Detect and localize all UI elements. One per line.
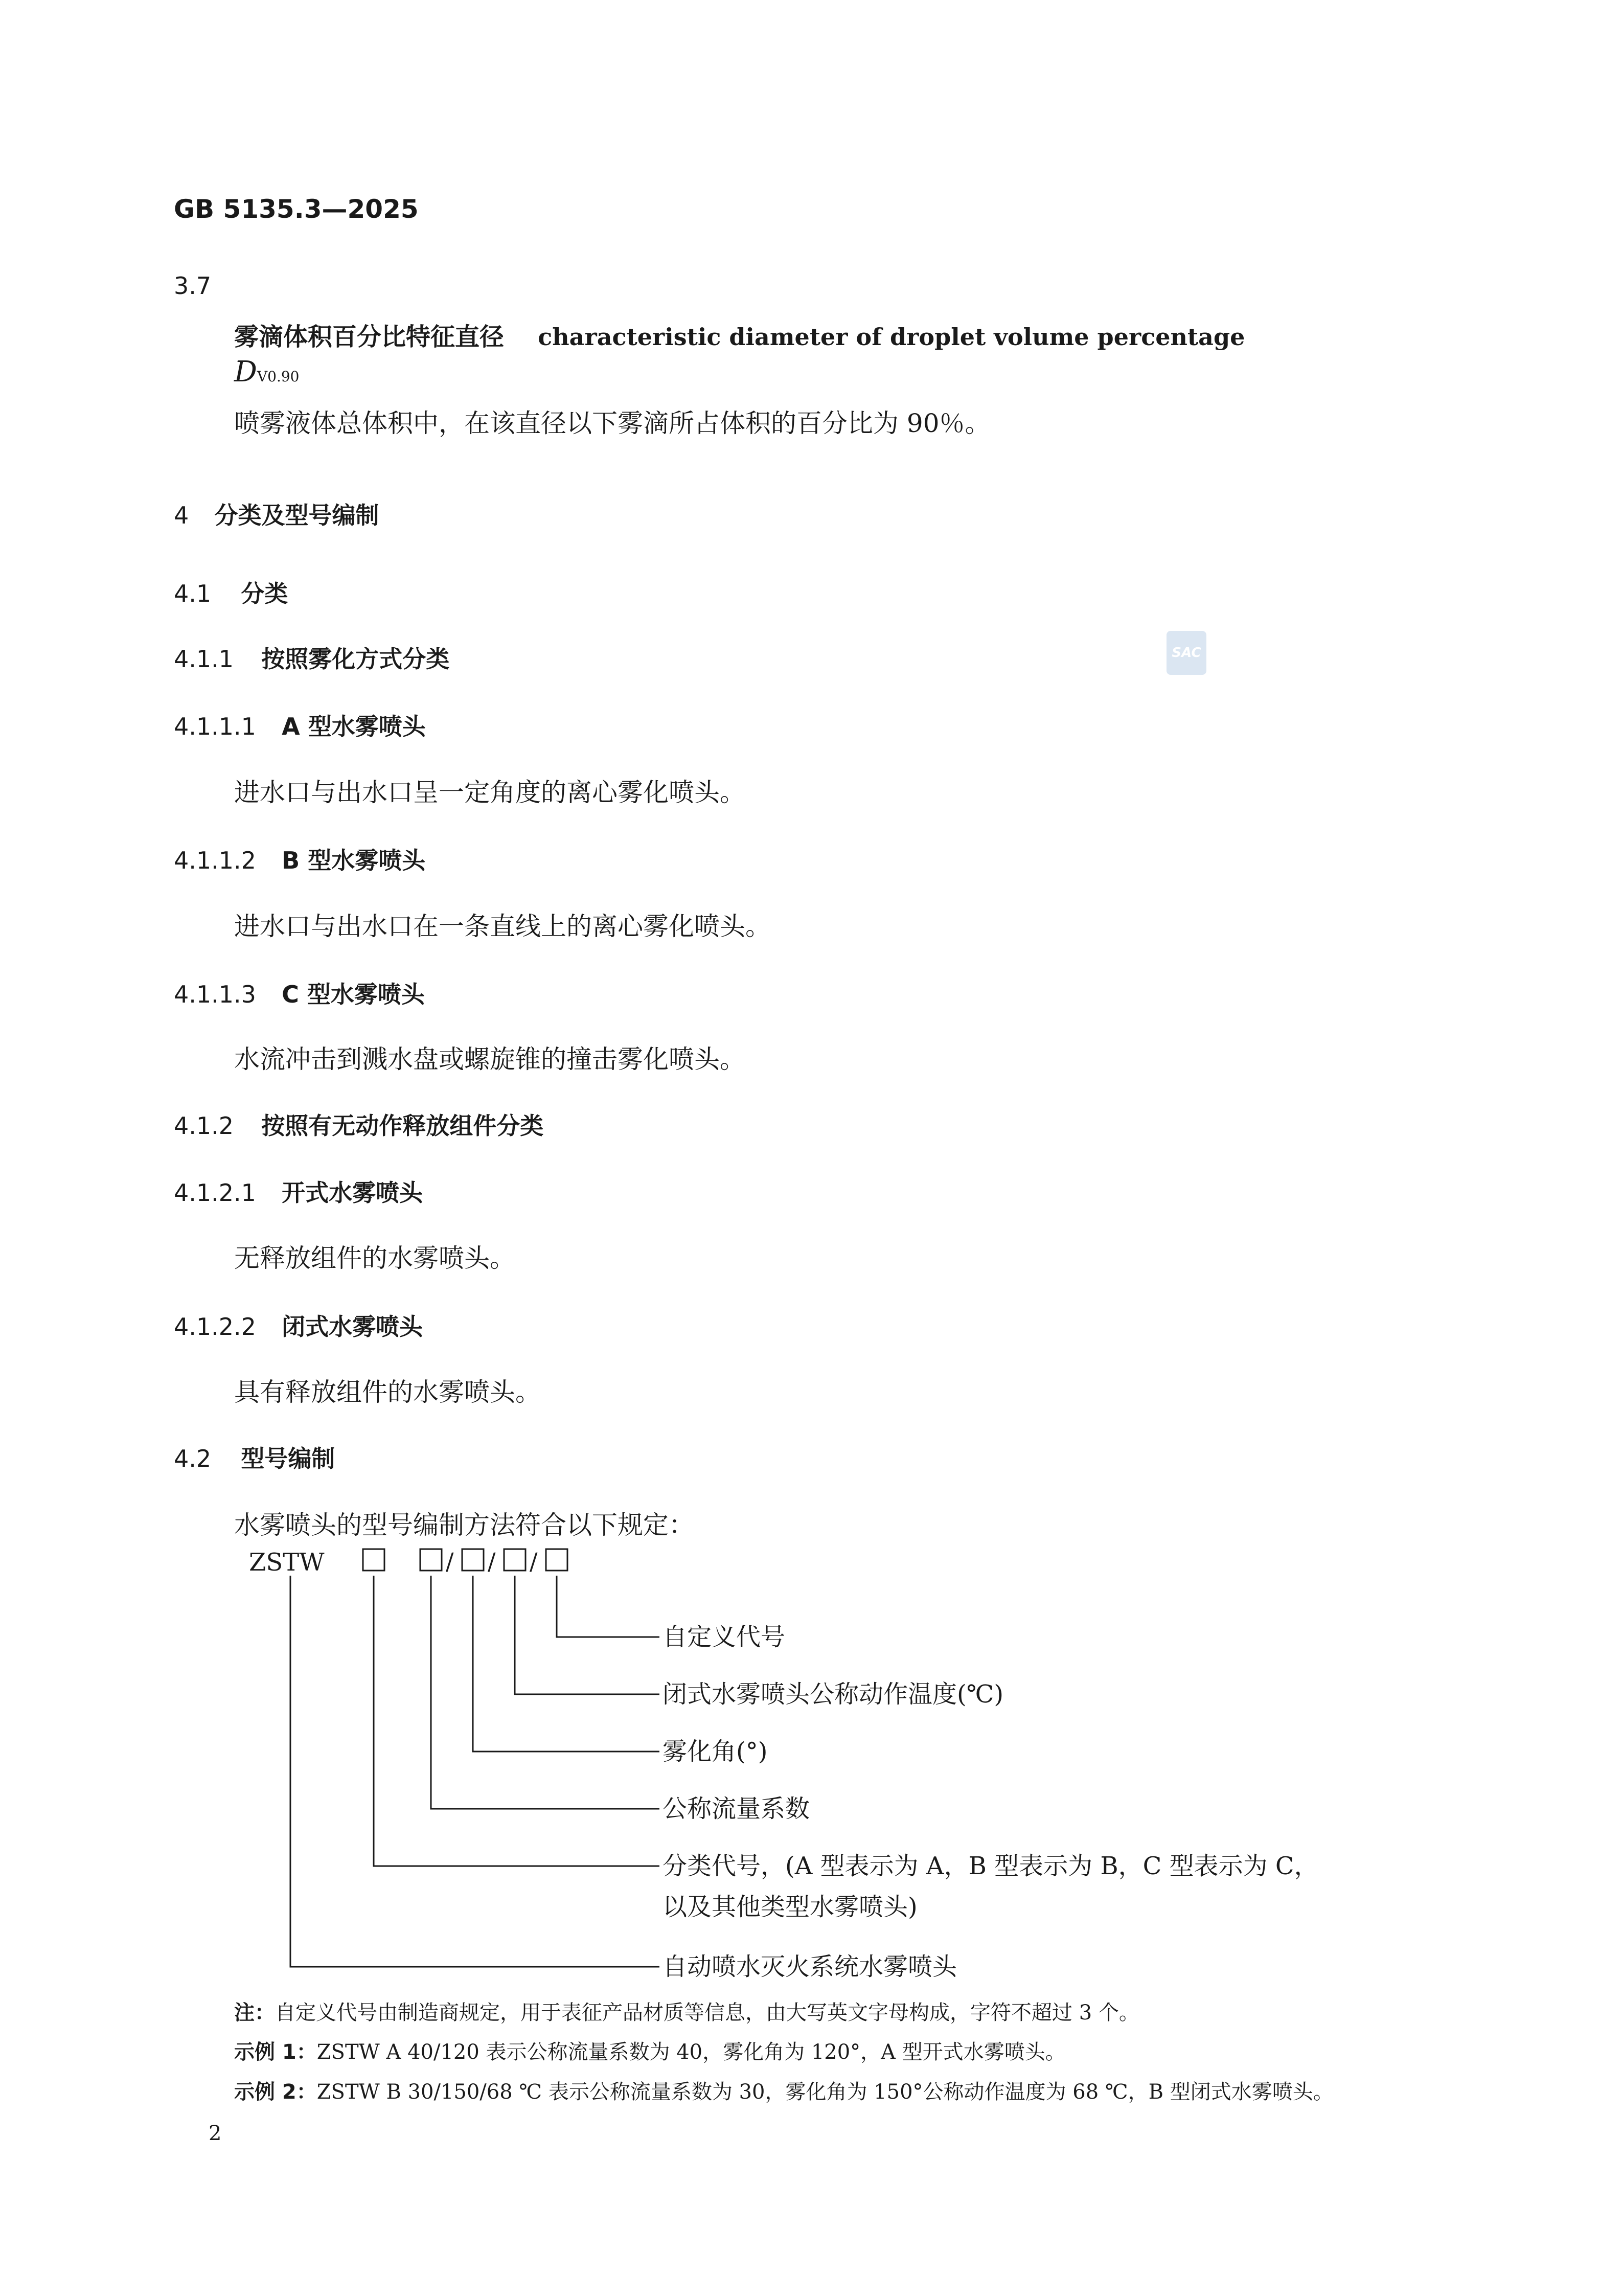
slash-1: / bbox=[446, 1548, 454, 1575]
example-1-text: ZSTW A 40/120 表示公称流量系数为 40，雾化角为 120°，A 型开式水雾喷头。 bbox=[316, 2040, 1066, 2064]
symbol-subscript: V0.90 bbox=[257, 368, 300, 385]
section-4-1-2-2-title: 闭式水雾喷头 bbox=[282, 1313, 423, 1340]
section-4-1-1-3-number: 4.1.1.3 bbox=[174, 981, 256, 1008]
section-4-1-1-title: 按照雾化方式分类 bbox=[261, 645, 450, 673]
label-custom-code: 自定义代号 bbox=[662, 1623, 786, 1651]
section-4-1-2-1-number: 4.1.2.1 bbox=[174, 1179, 256, 1207]
section-4-1-1-3-title: C 型水雾喷头 bbox=[282, 981, 425, 1008]
section-4-1-1-2-number: 4.1.1.2 bbox=[174, 847, 256, 874]
section-4-1-title: 分类 bbox=[241, 580, 288, 607]
section-4-1-1-2-title: B 型水雾喷头 bbox=[282, 847, 426, 874]
example-1 bbox=[234, 2036, 1066, 2065]
example-2 bbox=[234, 2076, 1334, 2105]
leader-line-spray-angle bbox=[473, 1576, 659, 1752]
section-4-1-2-1-title: 开式水雾喷头 bbox=[282, 1179, 423, 1207]
section-4-1-1-2-text: 进水口与出水口在一条直线上的离心雾化喷头。 bbox=[234, 912, 771, 941]
note-text: 自定义代号由制造商规定，用于表征产品材质等信息，由大写英文字母构成，字符不超过 3 个。 bbox=[275, 2001, 1139, 2025]
section-4-1-1-1-title: A 型水雾喷头 bbox=[282, 713, 426, 740]
leader-line-flow-coefficient bbox=[431, 1576, 659, 1809]
label-spray-angle: 雾化角(°) bbox=[662, 1737, 768, 1766]
section-4-1-2-number: 4.1.2 bbox=[174, 1112, 234, 1140]
section-4-1-1-1-number: 4.1.1.1 bbox=[174, 713, 256, 740]
placeholder-box-flow-coefficient bbox=[420, 1549, 442, 1571]
label-flow-coefficient: 公称流量系数 bbox=[662, 1794, 810, 1823]
example-2-label: 示例 2： bbox=[234, 2080, 317, 2104]
section-4-1-2-2-text: 具有释放组件的水雾喷头。 bbox=[234, 1377, 541, 1407]
section-3-7-number: 3.7 bbox=[174, 272, 212, 300]
placeholder-box-temperature bbox=[504, 1549, 525, 1571]
document-code: GB 5135.3—2025 bbox=[174, 194, 419, 224]
leader-line-classification bbox=[374, 1576, 659, 1866]
label-temperature: 闭式水雾喷头公称动作温度(℃) bbox=[662, 1680, 1004, 1709]
slash-3: / bbox=[530, 1548, 538, 1575]
term-definition: 喷雾液体总体积中，在该直径以下雾滴所占体积的百分比为 90％。 bbox=[234, 408, 991, 438]
label-classification-cont: 以及其他类型水雾喷头) bbox=[662, 1893, 918, 1921]
model-prefix: ZSTW bbox=[249, 1548, 325, 1577]
section-4-2-intro: 水雾喷头的型号编制方法符合以下规定： bbox=[234, 1510, 694, 1540]
example-1-label: 示例 1： bbox=[234, 2040, 317, 2064]
section-4-1-1-3-text: 水流冲击到溅水盘或螺旋锥的撞击雾化喷头。 bbox=[234, 1044, 745, 1074]
section-4-title: 分类及型号编制 bbox=[214, 502, 379, 529]
term-zh: 雾滴体积百分比特征直径 bbox=[234, 323, 505, 351]
section-4-1-1-1-text: 进水口与出水口呈一定角度的离心雾化喷头。 bbox=[234, 778, 745, 807]
section-4-1-2-title: 按照有无动作释放组件分类 bbox=[261, 1112, 544, 1140]
leader-line-temperature bbox=[515, 1576, 659, 1694]
symbol-main: D bbox=[234, 355, 257, 389]
example-2-text: ZSTW B 30/150/68 ℃ 表示公称流量系数为 30，雾化角为 150°公称动作温度为 68 ℃，B 型闭式水雾喷头。 bbox=[316, 2080, 1334, 2104]
section-4-number: 4 bbox=[174, 502, 189, 529]
note bbox=[234, 1996, 1139, 2026]
label-classification: 分类代号，(A 型表示为 A，B 型表示为 B，C 型表示为 C， bbox=[662, 1852, 1319, 1880]
leader-line-custom-code bbox=[557, 1576, 659, 1637]
leader-line-prefix bbox=[290, 1576, 659, 1967]
label-prefix: 自动喷水灭火系统水雾喷头 bbox=[662, 1952, 957, 1981]
section-4-2-number: 4.2 bbox=[174, 1445, 212, 1472]
section-4-1-1-number: 4.1.1 bbox=[174, 645, 234, 673]
section-4-1-number: 4.1 bbox=[174, 580, 212, 607]
page-number: 2 bbox=[209, 2122, 222, 2145]
section-4-2-title: 型号编制 bbox=[241, 1445, 335, 1472]
note-label: 注： bbox=[234, 2001, 275, 2025]
placeholder-box-spray-angle bbox=[462, 1549, 484, 1571]
term-en: characteristic diameter of droplet volume percentage bbox=[538, 323, 1245, 351]
section-4-1-2-2-number: 4.1.2.2 bbox=[174, 1313, 256, 1340]
placeholder-box-custom-code bbox=[546, 1549, 567, 1571]
slash-2: / bbox=[488, 1548, 496, 1575]
placeholder-box-classification bbox=[363, 1549, 384, 1571]
section-4-1-2-1-text: 无释放组件的水雾喷头。 bbox=[234, 1243, 515, 1273]
sac-watermark-logo: SAC bbox=[1167, 631, 1206, 675]
